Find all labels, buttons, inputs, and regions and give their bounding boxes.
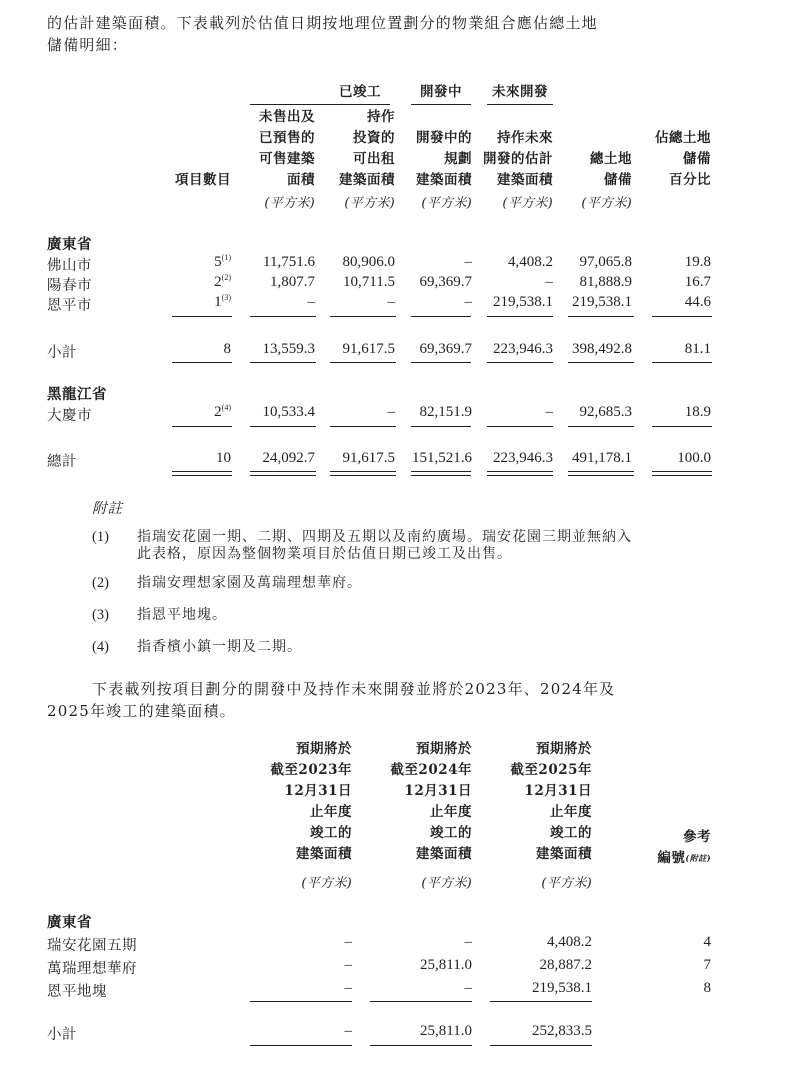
paragraph-2-line-1: 下表載列按項目劃分的開發中及持作未來開發並將於2023年、2024年及 [92,680,616,698]
subtotal-guangdong-unsold: 13,559.3 [262,341,315,357]
t2-ref-note: (附註) [685,853,711,863]
t2-row-3-2024: – [464,980,472,996]
t2-rule-2024 [370,1001,472,1002]
col-header-future: 持作未來 開發的估計 建築面積 [483,130,553,188]
rule-invest-3 [330,426,396,427]
note-2-number: (2) [92,575,109,591]
row-foshan-name: 佛山市 [47,258,92,274]
t2-row-1-2024: – [464,934,472,950]
group-header-future-dev-rule [487,104,553,105]
t2-subtotal-2023: – [344,1023,352,1039]
note-1-text: 指瑞安花園一期、二期、四期及五期以及南約廣場。瑞安花園三期並無納入 此表格，原因為整個物業項目於估值日期已竣工及出售。 [137,529,632,562]
unit-total-land: (平方米) [581,196,632,211]
row-daqing-planned: 82,151.9 [419,404,472,420]
section-title-heilongjiang: 黑龍江省 [47,386,107,403]
note-1-number: (1) [92,529,109,545]
grand-total-name: 總計 [47,454,77,470]
grand-total-count: 10 [216,450,231,466]
notes-title: 附註 [92,501,123,517]
rule-unsold-3 [250,426,316,427]
row-foshan-unsold: 11,751.6 [263,254,315,270]
subtotal-guangdong-count: 8 [223,341,231,357]
row-foshan-pct: 19.8 [684,254,711,270]
t2-col-header-2023: 預期將於 截至2023年 12月31日 止年度 竣工的 建築面積 [270,741,352,862]
subtotal-guangdong-future: 223,946.3 [493,341,553,357]
col-header-investment: 持作 投資的 可出租 建築面積 [339,109,395,188]
t2-rule-2023 [250,1001,352,1002]
rule-unsold-1 [250,316,316,317]
note-2-text: 指瑞安理想家園及萬瑞理想華府。 [137,575,362,591]
grand-total-invest: 91,617.5 [342,450,395,466]
t2-col-header-2025: 預期將於 截至2025年 12月31日 止年度 竣工的 建築面積 [510,741,592,862]
group-header-future-dev: 未來開發 [492,84,548,100]
row-daqing-count: 2$^{(4)}$ [214,403,231,420]
t2-row-1-2025: 4,408.2 [547,934,592,950]
note-3-number: (3) [92,607,109,623]
t2-row-3-2023: – [344,980,352,996]
grand-total-total: 491,178.1 [572,450,632,466]
t2-row-2-2024: 25,811.0 [420,957,472,973]
double-rule-count [172,471,232,476]
t2-row-1-ref: 4 [703,934,711,950]
double-rule-pct [652,471,712,476]
subtotal-guangdong-invest: 91,617.5 [342,341,395,357]
row-enping-invest: – [387,294,395,310]
t2-subtotal-2024: 25,811.0 [420,1023,472,1039]
row-yangchun-name: 陽春市 [47,278,92,294]
t2-row-2-2025: 28,887.2 [539,957,592,973]
rule-invest-2 [330,362,396,363]
t2-rule-2024-b [370,1045,472,1046]
t2-row-2-2023: – [344,957,352,973]
t2-row-2-ref: 7 [703,957,711,973]
col-header-planned: 開發中的 規劃 建築面積 [416,130,472,188]
row-daqing-unsold: 10,533.4 [262,404,315,420]
double-rule-total [568,471,634,476]
subtotal-guangdong-name: 小計 [47,345,77,361]
row-foshan-future: 4,408.2 [508,254,553,270]
t2-col-header-ref: 參考 編號$^{(附註)}$ [657,829,711,866]
row-yangchun-invest: 10,711.5 [343,274,395,290]
row-yangchun-unsold: 1,807.7 [270,274,315,290]
rule-count-1 [172,316,232,317]
section-title-guangdong: 廣東省 [47,236,92,253]
grand-total-future: 223,946.3 [493,450,553,466]
rule-pct-2 [652,362,712,363]
rule-future-3 [487,426,553,427]
group-header-under-dev: 開發中 [420,84,462,100]
unit-investment: (平方米) [344,196,395,211]
t2-unit-2025: (平方米) [541,876,592,891]
rule-pct-3 [652,426,712,427]
subtotal-guangdong-planned: 69,369.7 [419,341,472,357]
row-enping-count: 1$^{(3)}$ [214,293,231,310]
row-daqing-pct: 18.9 [684,404,711,420]
rule-count-3 [172,426,232,427]
row-daqing-future: – [545,404,553,420]
t2-col-header-2024: 預期將於 截至2024年 12月31日 止年度 竣工的 建築面積 [390,741,472,862]
note-3-text: 指恩平地塊。 [137,607,227,623]
rule-planned-1 [411,316,471,317]
intro-line-2: 儲備明細： [47,36,129,54]
rule-planned-2 [411,362,471,363]
subtotal-guangdong-total: 398,492.8 [572,341,632,357]
row-foshan-invest: 80,906.0 [342,254,395,270]
subtotal-guangdong-pct: 81.1 [684,341,711,357]
group-header-completed: 已竣工 [339,84,381,100]
row-yangchun-count: 2$^{(2)}$ [214,273,231,290]
unit-future: (平方米) [502,196,553,211]
rule-total-3 [568,426,634,427]
rule-future-1 [487,316,553,317]
rule-invest-1 [330,316,396,317]
row-enping-total: 219,538.1 [572,294,632,310]
note-4-number: (4) [92,639,109,655]
rule-count-2 [172,362,232,363]
t2-rule-2025 [490,1001,592,1002]
rule-unsold-2 [250,362,316,363]
t2-row-2-name: 萬瑞理想華府 [47,961,137,977]
t2-row-3-name: 恩平地塊 [47,984,107,1000]
rule-total-2 [568,362,634,363]
t2-subtotal-name: 小計 [47,1027,77,1043]
t2-section-title: 廣東省 [47,914,92,931]
row-yangchun-planned: 69,369.7 [419,274,472,290]
paragraph-2-line-2: 2025年竣工的建築面積。 [47,702,236,720]
row-daqing-invest: – [387,404,395,420]
row-yangchun-total: 81,888.9 [579,274,632,290]
row-daqing-name: 大慶市 [47,408,92,424]
row-yangchun-future: – [545,274,553,290]
intro-line-1: 的估計建築面積。下表載列於估值日期按地理位置劃分的物業組合應佔總土地 [47,14,598,32]
rule-future-2 [487,362,553,363]
row-foshan-total: 97,065.8 [579,254,632,270]
row-enping-planned: – [464,294,472,310]
double-rule-invest [330,471,396,476]
rule-pct-1 [652,316,712,317]
rule-total-1 [568,316,634,317]
t2-row-1-2023: – [344,934,352,950]
col-header-unsold: 未售出及 已預售的 可售建築 面積 [259,109,315,188]
row-foshan-planned: – [464,254,472,270]
t2-row-1-name: 瑞安花園五期 [47,938,137,954]
t2-rule-2023-b [250,1045,352,1046]
grand-total-planned: 151,521.6 [412,450,472,466]
row-yangchun-pct: 16.7 [684,274,711,290]
unit-unsold: (平方米) [264,196,315,211]
col-header-project-count: 項目數目 [175,172,231,188]
row-foshan-count: 5$^{(1)}$ [214,253,231,270]
col-header-pct: 佔總土地 儲備 百分比 [655,130,711,188]
row-daqing-total: 92,685.3 [579,404,632,420]
grand-total-pct: 100.0 [677,450,711,466]
group-header-completed-rule [250,104,390,105]
double-rule-unsold [250,471,316,476]
double-rule-planned [411,471,471,476]
group-header-under-dev-rule [411,104,471,105]
double-rule-future [487,471,553,476]
t2-unit-2023: (平方米) [301,876,352,891]
grand-total-unsold: 24,092.7 [262,450,315,466]
row-enping-unsold: – [307,294,315,310]
rule-planned-3 [411,426,471,427]
t2-unit-2024: (平方米) [421,876,472,891]
t2-subtotal-2025: 252,833.5 [532,1023,592,1039]
row-enping-name: 恩平市 [47,298,92,314]
row-enping-future: 219,538.1 [493,294,553,310]
t2-row-3-2025: 219,538.1 [532,980,592,996]
unit-planned: (平方米) [421,196,472,211]
t2-row-3-ref: 8 [703,980,711,996]
row-enping-pct: 44.6 [684,294,711,310]
t2-rule-2025-b [490,1045,592,1046]
col-header-total-land: 總土地 儲備 [590,151,632,188]
note-4-text: 指香檳小鎮一期及二期。 [137,639,302,655]
